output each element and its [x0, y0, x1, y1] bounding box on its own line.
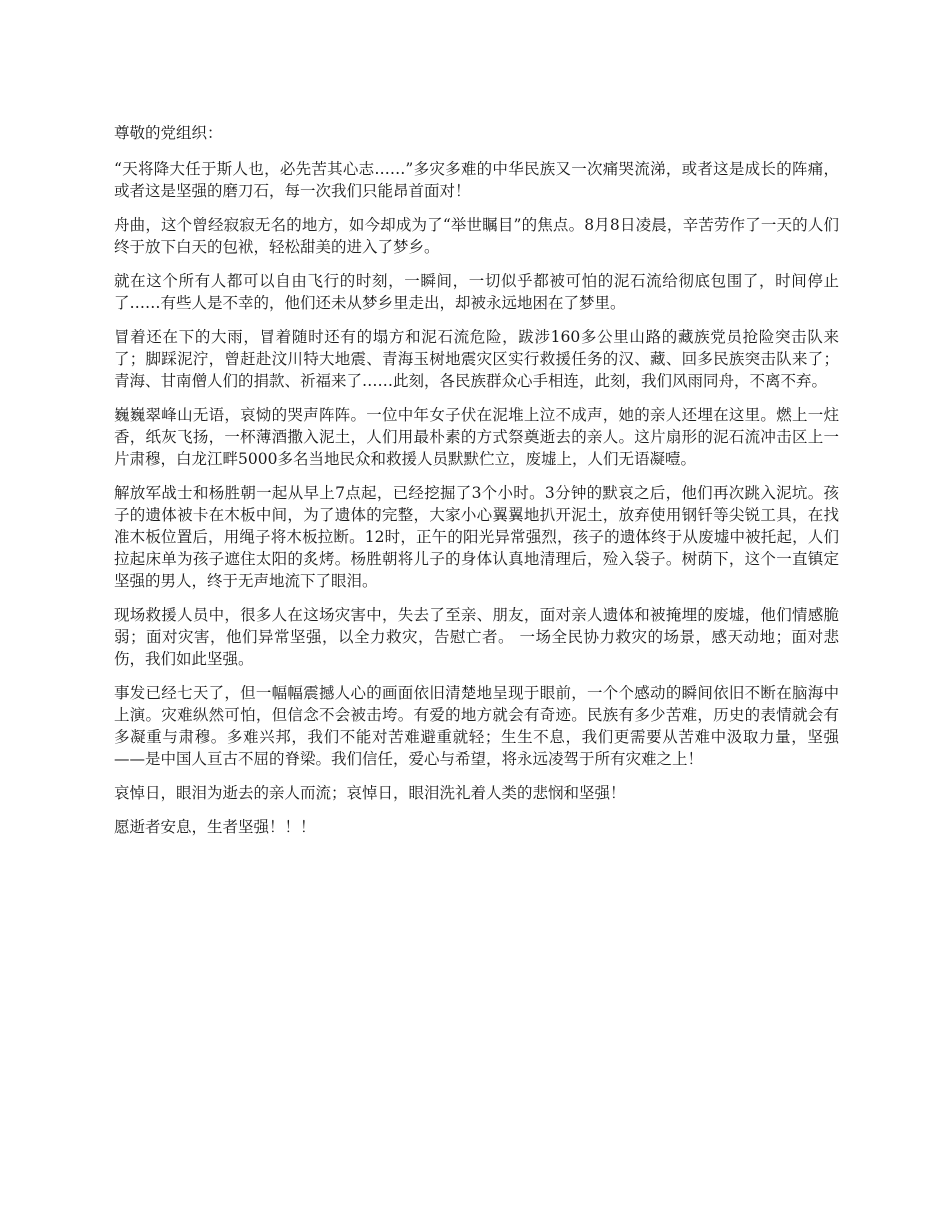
paragraph-2: 舟曲，这个曾经寂寂无名的地方，如今却成为了“举世瞩目”的焦点。8月8日凌晨，辛苦劳作了一天的人们终于放下白天的包袱，轻松甜美的进入了梦乡。: [114, 216, 839, 256]
closing-line: 愿逝者安息，生者坚强！！！: [114, 818, 316, 836]
document-page: [114, 122, 839, 850]
paragraph-8: 事发已经七天了，但一幅幅震撼人心的画面依旧清楚地呈现于眼前，一个个感动的瞬间依旧不断在脑海中上演。灾难纵然可怕，但信念不会被击垮。有爱的地方就会有奇迹。民族有多少苦难，历史的表情就会有多凝重与肃穆。多难兴邦，我们不能对苦难避重就轻；生生不息，我们更需要从苦难中汲取力量，坚强——是中国人亘古不屈的脊梁。我们信任，爱心与希望，将永远凌驾于所有灾难之上！: [114, 684, 839, 768]
paragraph-9: 哀悼日，眼泪为逝去的亲人而流；哀悼日，眼泪洗礼着人类的悲悯和坚强！: [114, 784, 626, 802]
paragraph-3: 就在这个所有人都可以自由飞行的时刻，一瞬间，一切似乎都被可怕的泥石流给彻底包围了，时间停止了……有些人是不幸的，他们还未从梦乡里走出，却被永远地困在了梦里。: [114, 272, 839, 312]
salutation: 尊敬的党组织：: [114, 124, 223, 142]
paragraph-7: 现场救援人员中，很多人在这场灾害中，失去了至亲、朋友，面对亲人遗体和被掩埋的废墟，他们情感脆弱；面对灾害，他们异常坚强，以全力救灾，告慰亡者。 一场全民协力救灾的场景，感天动地；面对悲伤，我们如此坚强。: [114, 606, 839, 668]
paragraph-4: 冒着还在下的大雨，冒着随时还有的塌方和泥石流危险，跋涉160多公里山路的藏族党员抢险突击队来了；脚踩泥泞，曾赶赴汶川特大地震、青海玉树地震灾区实行救援任务的汉、藏、回多民族突击队来了；青海、甘南僧人们的捐款、祈福来了……此刻，各民族群众心手相连，此刻，我们风雨同舟，不离不弃。: [114, 328, 839, 390]
paragraph-1: “天将降大任于斯人也，必先苦其心志……”多灾多难的中华民族又一次痛哭流涕，或者这是成长的阵痛，或者这是坚强的磨刀石，每一次我们只能昂首面对！: [114, 160, 839, 200]
paragraph-6: 解放军战士和杨胜朝一起从早上7点起，已经挖掘了3个小时。3分钟的默哀之后，他们再次跳入泥坑。孩子的遗体被卡在木板中间，为了遗体的完整，大家小心翼翼地扒开泥土，放弃使用钢钎等尖锐工具，在找准木板位置后，用绳子将木板拉断。12时，正午的阳光异常强烈，孩子的遗体终于从废墟中被托起，人们拉起床单为孩子遮住太阳的炙烤。杨胜朝将儿子的身体认真地清理后，殓入袋子。树荫下，这个一直镇定坚强的男人，终于无声地流下了眼泪。: [114, 484, 839, 590]
paragraph-5: 巍巍翠峰山无语，哀恸的哭声阵阵。一位中年女子伏在泥堆上泣不成声，她的亲人还埋在这里。燃上一炷香，纸灰飞扬，一杯薄酒撒入泥土，人们用最朴素的方式祭奠逝去的亲人。这片扇形的泥石流冲击区上一片肃穆，白龙江畔5000多名当地民众和救援人员默默伫立，废墟上，人们无语凝噎。: [114, 406, 839, 468]
